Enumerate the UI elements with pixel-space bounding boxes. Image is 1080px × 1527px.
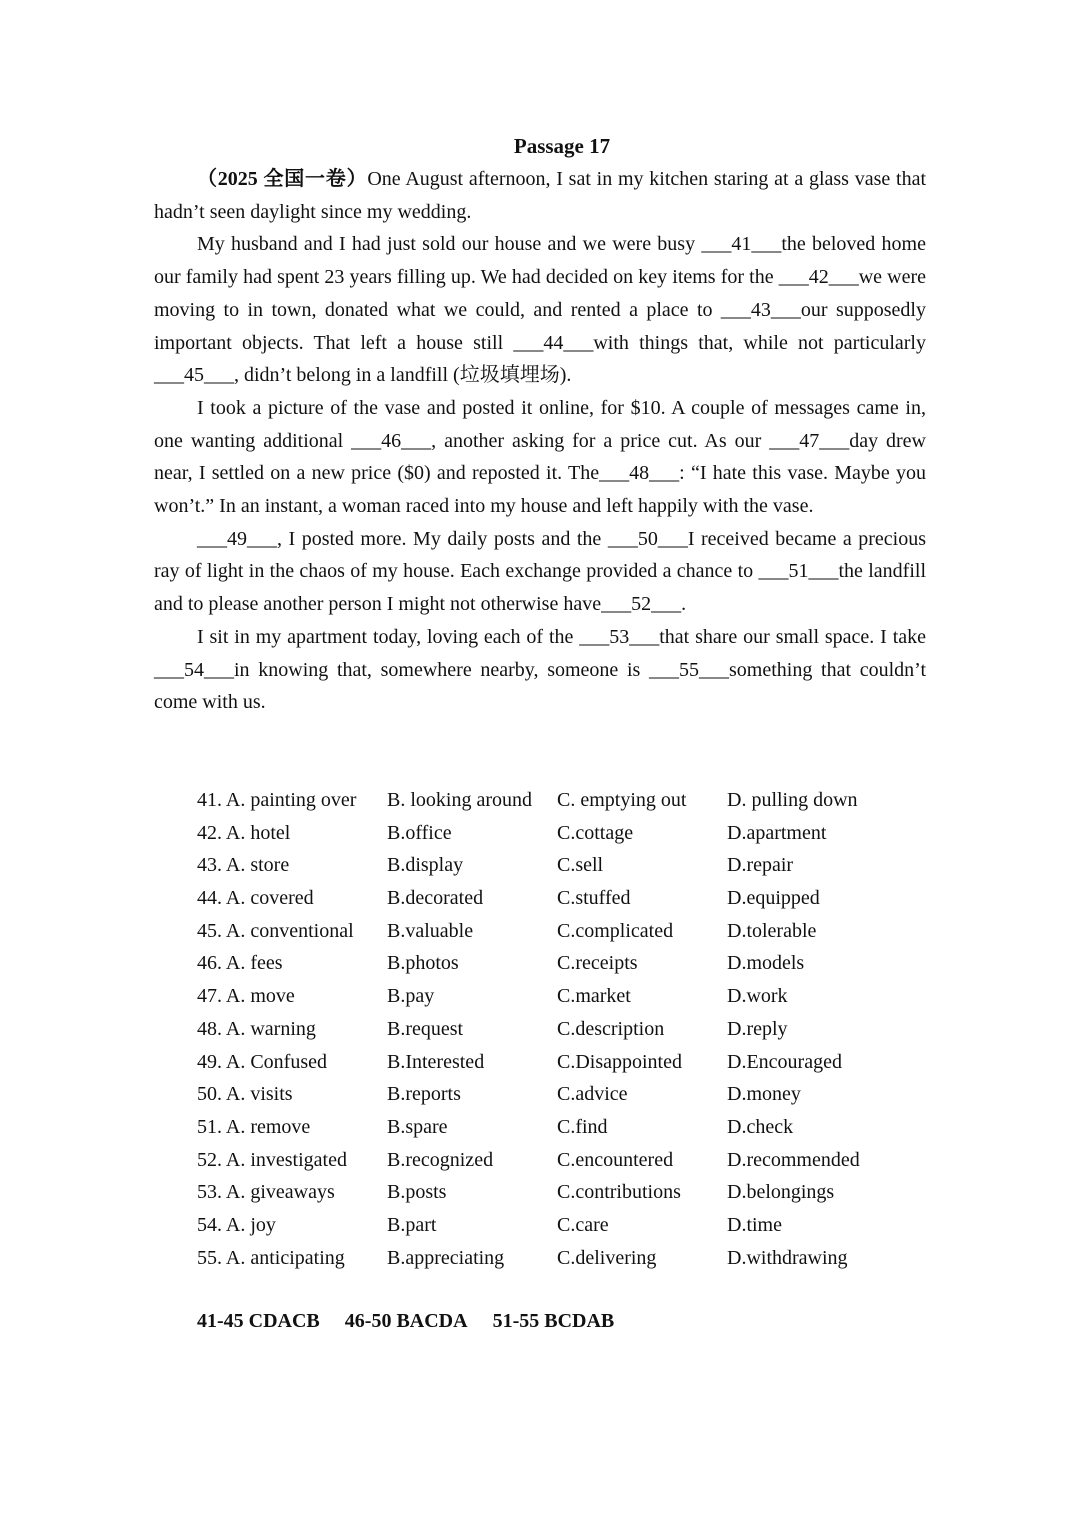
option-d: D.apartment <box>727 821 827 844</box>
passage-text: our supposedly important objects. That left a house still <box>154 298 926 354</box>
paragraph-4 <box>154 523 926 621</box>
option-a: 50. A. visits <box>197 1083 293 1106</box>
option-a: 54. A. joy <box>197 1213 276 1236</box>
option-d: D.tolerable <box>727 919 817 942</box>
blank-43: ___43___ <box>720 298 801 321</box>
option-b: B.office <box>387 821 452 844</box>
blank-55: ___55___ <box>649 658 730 681</box>
option-d: D.withdrawing <box>727 1246 848 1269</box>
answer-group-41-45: 41-45 CDACB <box>197 1310 320 1332</box>
option-d: D.time <box>727 1213 782 1236</box>
blank-42: ___42___ <box>778 266 859 289</box>
passage-text: day drew near, I settled on a new price ($0) and reposted it. The <box>154 429 927 485</box>
option-b: B.photos <box>387 952 459 975</box>
blank-41: ___41___ <box>701 233 782 256</box>
option-a: 53. A. giveaways <box>197 1181 335 1204</box>
option-b: B.posts <box>387 1181 447 1204</box>
blank-50: ___50___ <box>607 527 688 550</box>
paragraph-5 <box>154 621 926 719</box>
passage-text: with things that, while not particularly <box>593 331 926 354</box>
option-b: B.request <box>387 1017 464 1040</box>
option-b: B.spare <box>387 1115 448 1138</box>
answer-key <box>197 1306 634 1336</box>
option-c: C.advice <box>557 1083 628 1106</box>
passage-text: My husband and I had just sold our house and we were busy <box>197 233 702 256</box>
option-c: C.care <box>557 1213 609 1236</box>
option-d: D.check <box>727 1115 794 1138</box>
option-d: D.Encouraged <box>727 1050 842 1073</box>
option-b: B.valuable <box>387 919 474 942</box>
passage-text: I received became a precious ray of light in the chaos of my house. Each exchange provided a chance to <box>154 527 926 583</box>
option-a: 43. A. store <box>197 854 290 877</box>
option-a: 45. A. conventional <box>197 919 354 942</box>
option-d: D.repair <box>727 854 794 877</box>
option-a: 49. A. Confused <box>197 1050 327 1073</box>
option-a: 47. A. move <box>197 985 295 1008</box>
paragraph-2 <box>154 228 926 392</box>
option-a: 42. A. hotel <box>197 821 291 844</box>
passage-text: we were moving to in town, donated what we could, and rented a place to <box>154 266 926 321</box>
passage-text: the beloved home our family had spent 23 years filling up. We had decided on key items for the <box>154 233 926 289</box>
passage-text: One August afternoon, I sat in my kitchen staring at a glass vase that hadn’t seen daylight since my wedding. <box>154 168 927 223</box>
blank-53: ___53___ <box>579 625 660 648</box>
option-d: D.recommended <box>727 1148 860 1171</box>
passage-text: in knowing that, somewhere nearby, someone is <box>234 658 650 681</box>
blank-44: ___44___ <box>513 331 594 354</box>
option-b: B.decorated <box>387 887 484 910</box>
passage-text: : “I hate this vase. Maybe you won’t.” In an instant, a woman raced into my house and left happily with the vase. <box>154 462 927 518</box>
option-a: 55. A. anticipating <box>197 1246 345 1269</box>
paragraph-1 <box>154 163 926 228</box>
option-c: C.encountered <box>557 1148 674 1171</box>
option-c: C.delivering <box>557 1246 657 1269</box>
passage-text: I took a picture of the vase and posted it online, for $10. A couple of messages came in, one wanting additional <box>154 396 926 452</box>
option-b: B.Interested <box>387 1050 485 1073</box>
option-b: B.appreciating <box>387 1246 505 1269</box>
blank-48: ___48___ <box>599 462 680 485</box>
option-c: C.Disappointed <box>557 1050 682 1073</box>
option-b: B.reports <box>387 1083 461 1106</box>
option-b: B.display <box>387 854 464 877</box>
option-a: 51. A. remove <box>197 1115 311 1138</box>
option-d: D. pulling down <box>727 789 858 811</box>
option-d: D.work <box>727 985 788 1008</box>
passage-text: the landfill and to please another person I might not otherwise have <box>154 560 926 616</box>
blank-49: ___49___ <box>197 527 277 550</box>
option-c: C.description <box>557 1017 665 1040</box>
option-c: C.complicated <box>557 919 674 942</box>
passage-text: , I posted more. My daily posts and the <box>277 527 608 550</box>
option-c: C.find <box>557 1115 608 1138</box>
option-a: 46. A. fees <box>197 952 283 975</box>
option-a: 44. A. covered <box>197 887 314 910</box>
option-a: 41. A. painting over <box>197 789 357 811</box>
option-b: B.pay <box>387 985 435 1008</box>
option-b: B.part <box>387 1213 437 1236</box>
answer-group-46-50: 46-50 BACDA <box>344 1310 468 1332</box>
option-d: D.money <box>727 1083 801 1106</box>
option-c: C.contributions <box>557 1181 681 1204</box>
blank-46: ___46___ <box>351 429 432 452</box>
option-d: D.reply <box>727 1017 788 1040</box>
option-c: C.cottage <box>557 821 634 844</box>
answer-group-51-55: 51-55 BCDAB <box>492 1310 615 1332</box>
blank-54: ___54___ <box>154 658 234 681</box>
blank-47: ___47___ <box>769 429 850 452</box>
option-c: C.market <box>557 985 631 1008</box>
blank-51: ___51___ <box>758 560 839 583</box>
option-d: D.belongings <box>727 1181 835 1204</box>
option-c: C.stuffed <box>557 887 631 910</box>
passage-body <box>154 163 926 719</box>
passage-title: Passage 17 <box>513 134 611 158</box>
paragraph-3 <box>154 392 926 523</box>
passage-text: , another asking for a price cut. As our <box>431 429 770 452</box>
option-b: B.recognized <box>387 1148 494 1171</box>
passage-text: something that couldn’t come with us. <box>154 658 927 714</box>
option-a: 48. A. warning <box>197 1017 316 1040</box>
blank-52: ___52___ <box>601 593 682 616</box>
passage-text: . <box>681 593 687 616</box>
passage-text: , didn’t belong in a landfill (垃圾填埋场). <box>234 364 572 387</box>
option-c: C.sell <box>557 854 604 877</box>
option-b: B. looking around <box>387 789 532 811</box>
source-label: （2025 全国一卷） <box>197 168 368 190</box>
option-a: 52. A. investigated <box>197 1148 347 1171</box>
blank-45: ___45___ <box>154 364 234 387</box>
option-c: C.receipts <box>557 952 638 975</box>
option-d: D.equipped <box>727 887 820 910</box>
passage-text: I sit in my apartment today, loving each of the <box>197 625 580 648</box>
option-d: D.models <box>727 952 805 975</box>
passage-text: that share our small space. I take <box>659 625 926 648</box>
option-c: C. emptying out <box>557 789 687 811</box>
